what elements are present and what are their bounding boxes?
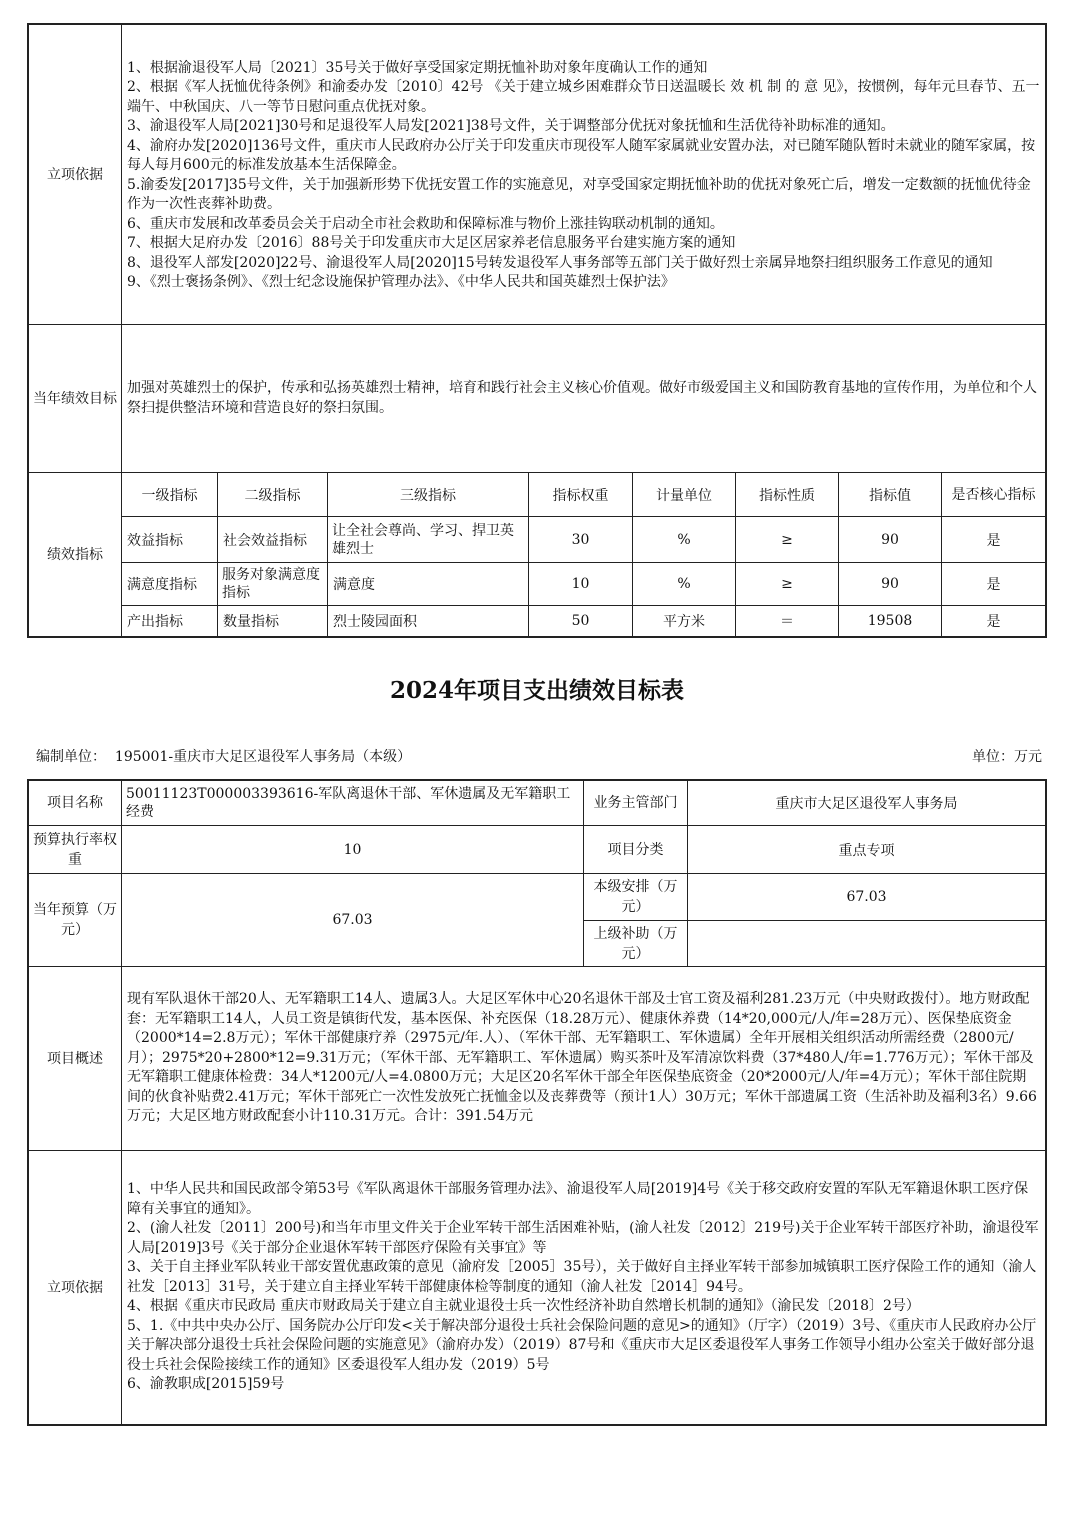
basis-list (122, 57, 1045, 293)
weight-cell: 30 (529, 517, 633, 563)
level1-cell: 满意度指标 (122, 563, 218, 606)
weight-cell: 50 (529, 606, 633, 637)
level1-cell: 产出指标 (122, 606, 218, 637)
project-basis-line: 3、关于自主择业军队转业干部安置优惠政策的意见（渝府发［2005］35号），关于做好自主择业军转干部参加城镇职工医疗保险工作的通知（渝人社发［2013］31号，关于建立自主择业军转干部健康体检等制度的通知（渝人社发［2014］94号。 (127, 1259, 1037, 1295)
prepared-by-label: 编制单位： (36, 749, 106, 765)
level1-cell: 效益指标 (122, 517, 218, 563)
unit-cell: % (633, 563, 736, 606)
project-name-value: 50011123T000003393616-军队离退休干部、军休遗属及无军籍职工经费 (122, 781, 584, 826)
indicator-header: 计量单位 (633, 473, 736, 517)
project-basis-content (122, 1151, 1046, 1425)
basis-line: 6、重庆市发展和改革委员会关于启动全市社会救助和保障标准与物价上涨挂钩联动机制的通知。 (127, 215, 724, 232)
overview-label: 项目概述 (29, 967, 122, 1151)
page-title: 2024年项目支出绩效目标表 (389, 677, 684, 704)
basis-line: 1、根据渝退役军人局〔2021〕35号关于做好享受国家定期抚恤补助对象年度确认工作的通知 (127, 59, 708, 76)
indicator-header: 三级指标 (328, 473, 529, 517)
basis-line: 9、《烈士褒扬条例》、《烈士纪念设施保护管理办法》、《中华人民共和国英雄烈士保护法》 (127, 274, 675, 290)
execution-rate-label: 预算执行率权重 (29, 826, 122, 874)
project-basis-line: 5、1.《中共中央办公厅、国务院办公厅印发<关于解决部分退役士兵社会保险问题的意见>的通知》（厅字）（2019）3号、《重庆市人民政府办公厅关于解决部分退役士兵社会保险问题的实施意见》（渝府办发）（2019）87号和《重庆市大足区委退役军人事务工作领导小组办公室关于做好部分退役士兵社会保险接续工作的通知》区委退役军人组办发（2019）5号 (127, 1317, 1037, 1373)
level3-cell: 烈士陵园面积 (328, 606, 529, 637)
value-cell: 90 (839, 517, 942, 563)
core-cell: 是 (942, 563, 1046, 606)
core-cell: 是 (942, 517, 1046, 563)
basis-line: 7、根据大足府办发〔2016〕88号关于印发重庆市大足区居家养老信息服务平台建实施方案的通知 (127, 235, 736, 251)
nature-cell: ≥ (736, 517, 839, 563)
category-value: 重点专项 (688, 826, 1046, 874)
goal-label: 当年绩效目标 (29, 325, 122, 473)
category-label: 项目分类 (584, 826, 688, 874)
currency-unit: 单位：万元 (972, 749, 1042, 765)
basis-line: 4、渝府办发[2020]136号文件，重庆市人民政府办公厅关于印发重庆市现役军人随军家属就业安置办法，对已随军随队暂时未就业的随军家属，按每人每月600元的标准发放基本生活保障金。 (127, 137, 1036, 173)
execution-rate-value: 10 (122, 826, 584, 874)
goal-content (122, 325, 1046, 473)
table-row (29, 563, 1046, 606)
table-row (29, 517, 1046, 563)
nature-cell: ≥ (736, 563, 839, 606)
basis-label: 立项依据 (29, 25, 122, 325)
level2-cell: 数量指标 (218, 606, 328, 637)
basis-content (122, 25, 1046, 325)
nature-cell: ＝ (736, 606, 839, 637)
project-basis-line: 1、中华人民共和国民政部令第53号《军队离退休干部服务管理办法》、渝退役军人局[2019]4号《关于移交政府安置的军队无军籍退休职工医疗保障有关事宜的通知》。 (127, 1181, 1029, 1217)
project-basis-line: 4、根据《重庆市民政局 重庆市财政局关于建立自主就业退役士兵一次性经济补助自然增长机制的通知》（渝民发〔2018〕2号） (127, 1298, 920, 1315)
dept-label: 业务主管部门 (584, 781, 688, 826)
superior-funding-value (688, 921, 1046, 967)
superior-funding-label: 上级补助（万元） (584, 921, 688, 967)
budget-label: 当年预算（万元） (29, 874, 122, 967)
local-funding-label: 本级安排（万元） (584, 874, 688, 921)
goal-text: 加强对英雄烈士的保护，传承和弘扬英雄烈士精神，培育和践行社会主义核心价值观。做好市级爱国主义和国防教育基地的宣传作用，为单位和个人祭扫提供整洁环境和营造良好的祭扫氛围。 (127, 380, 1037, 416)
project-basis-list (122, 1180, 1045, 1395)
overview-text: 现有军队退休干部20人、无军籍职工14人、遗属3人。大足区军休中心20名退休干部及士官工资及福利281.23万元（中央财政拨付）。地方财政配套：无军籍职工14人，人员工资是镇街代发，基本医保、补充医保（18.28万元）、健康休养费（14*20,000元/人/年=28万元）、医保垫底资金（2000*14=2.8万元）；军休干部健康疗养（2975元/年.人）、（军休干部、无军籍职工、军休遗属）全年开展相关组织活动所需经费（2800元/月）；2975*20+2800*12=9.31万元；（军休干部、无军籍职工、军休遗属）购买茶叶及军清凉饮料费（37*480人/年=1.776万元）；军休干部及无军籍职工健康体检费：34人*1200元/人=4.0800万元；大足区20名军休干部全年医保垫底资金（20*2000元/人/年=4万元）；军休干部住院期间的伙食补贴费2.41万元；军休干部死亡一次性发放死亡抚恤金以及丧葬费等（预计1人）30万元；军休干部遗属工资（生活补助及福利3名）9.66万元；大足区地方财政配套小计110.31万元。合计：391.54万元 (127, 991, 1037, 1125)
level2-cell: 服务对象满意度指标 (218, 563, 328, 606)
project-name-label: 项目名称 (29, 781, 122, 826)
core-cell: 是 (942, 606, 1046, 637)
level3-cell: 满意度 (328, 563, 529, 606)
prepared-by (36, 746, 411, 766)
value-cell: 90 (839, 563, 942, 606)
table-row (29, 606, 1046, 637)
basis-line: 5.渝委发[2017]35号文件，关于加强新形势下优抚安置工作的实施意见，对享受国家定期抚恤补助的优抚对象死亡后，增发一定数额的抚恤优待金作为一次性丧葬补助费。 (127, 176, 1031, 212)
basis-line: 2、根据《军人抚恤优待条例》和渝委办发〔2010〕42号 《关于建立城乡困难群众节日送温暖长 效 机 制 的 意 见》，按惯例，每年元旦春节、五一端午、中秋国庆、八一等节日慰问重点优抚对象。 (127, 79, 1040, 115)
budget-value: 67.03 (122, 874, 584, 967)
basis-line: 3、渝退役军人局[2021]30号和足退役军人局发[2021]38号文件，关于调整部分优抚对象抚恤和生活优待补助标准的通知。 (127, 118, 895, 134)
indicator-header: 一级指标 (122, 473, 218, 517)
prepared-by-value: 195001-重庆市大足区退役军人事务局（本级） (114, 749, 412, 765)
basis-line: 8、退役军人部发[2020]22号、渝退役军人局[2020]15号转发退役军人事务部等五部门关于做好烈士亲属异地祭扫组织服务工作意见的通知 (127, 254, 993, 271)
indicator-header: 是否核心指标 (942, 473, 1046, 517)
top-performance-table (28, 24, 1046, 637)
value-cell: 19508 (839, 606, 942, 637)
indicator-label: 绩效指标 (29, 473, 122, 637)
unit-cell: % (633, 517, 736, 563)
unit-cell: 平方米 (633, 606, 736, 637)
level3-cell: 让全社会尊尚、学习、捍卫英雄烈士 (328, 517, 529, 563)
project-basis-line: 6、渝教职成[2015]59号 (127, 1376, 285, 1393)
indicator-header: 指标值 (839, 473, 942, 517)
overview-content (122, 967, 1046, 1151)
local-funding-value: 67.03 (688, 874, 1046, 921)
indicator-header: 二级指标 (218, 473, 328, 517)
dept-value: 重庆市大足区退役军人事务局 (688, 781, 1046, 826)
level2-cell: 社会效益指标 (218, 517, 328, 563)
project-basis-line: 2、(渝人社发〔2011〕200号)和当年市里文件关于企业军转干部生活困难补贴，(渝人社发〔2012〕219号)关于企业军转干部医疗补助，渝退役军人局[2019]3号《关于部分企业退休军转干部医疗保险有关事宜》等 (127, 1220, 1039, 1256)
indicator-header: 指标性质 (736, 473, 839, 517)
weight-cell: 10 (529, 563, 633, 606)
project-basis-label: 立项依据 (29, 1151, 122, 1425)
indicator-header: 指标权重 (529, 473, 633, 517)
project-table (28, 780, 1046, 1425)
